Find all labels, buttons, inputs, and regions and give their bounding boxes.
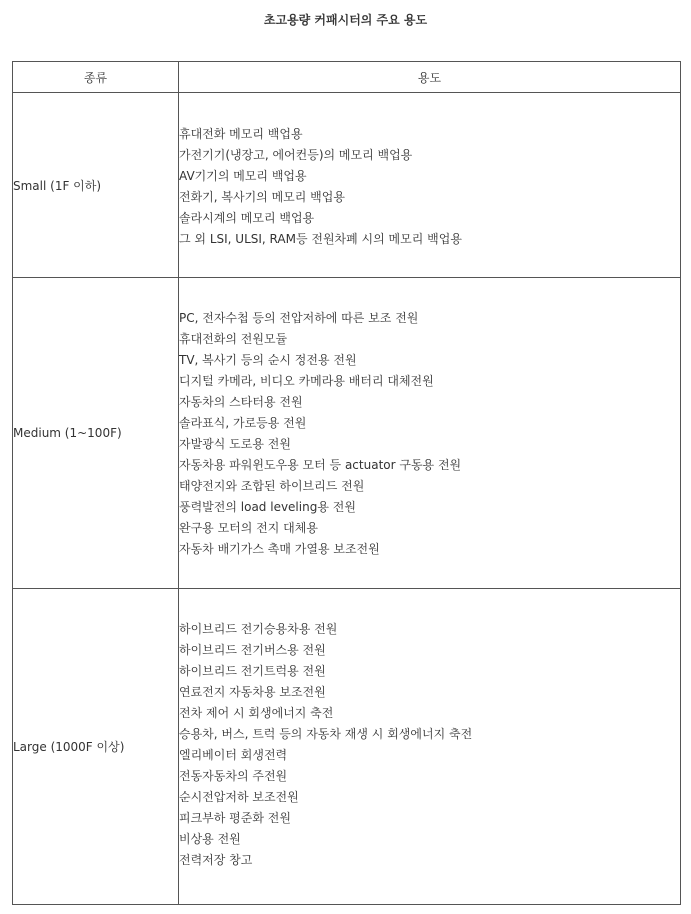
usage-cell-medium: [179, 278, 681, 589]
table-header-row: [13, 62, 681, 93]
table-row-small: [13, 93, 681, 278]
usage-item: 엘리베이터 회생전력: [179, 748, 288, 762]
usage-item: TV, 복사기 등의 순시 정전용 전원: [179, 353, 357, 367]
usage-item: 피크부하 평준화 전원: [179, 811, 291, 825]
usage-item: 휴대전화의 전원모듈: [179, 332, 288, 346]
header-usage: 용도: [179, 62, 681, 93]
usage-item: 그 외 LSI, ULSI, RAM등 전원차폐 시의 메모리 백업용: [179, 232, 462, 246]
type-cell-large: Large (1000F 이상): [13, 589, 179, 905]
usage-cell-small: [179, 93, 681, 278]
usage-item: 디지털 카메라, 비디오 카메라용 배터리 대체전원: [179, 374, 434, 388]
usage-item: AV기기의 메모리 백업용: [179, 169, 307, 183]
usage-item: 전동자동차의 주전원: [179, 769, 288, 783]
usage-list-small: [179, 93, 680, 250]
usage-item: 연료전지 자동차용 보조전원: [179, 685, 326, 699]
usage-item: PC, 전자수첩 등의 전압저하에 따른 보조 전원: [179, 311, 419, 325]
usage-item: 하이브리드 전기버스용 전원: [179, 643, 326, 657]
usage-item: 솔라표식, 가로등용 전원: [179, 416, 307, 430]
usage-item: 솔라시계의 메모리 백업용: [179, 211, 315, 225]
usage-item: 하이브리드 전기트럭용 전원: [179, 664, 326, 678]
table-row-large: [13, 589, 681, 905]
type-cell-medium: Medium (1~100F): [13, 278, 179, 589]
usage-item: 순시전압저하 보조전원: [179, 790, 299, 804]
usage-item: 전차 제어 시 회생에너지 축전: [179, 706, 334, 720]
usage-item: 승용차, 버스, 트럭 등의 자동차 재생 시 회생에너지 축전: [179, 727, 473, 741]
usage-item: 자동차의 스타터용 전원: [179, 395, 303, 409]
usage-item: 하이브리드 전기승용차용 전원: [179, 622, 338, 636]
usage-item: 자동차 배기가스 촉매 가열용 보조전원: [179, 542, 380, 556]
usage-item: 풍력발전의 load leveling용 전원: [179, 500, 356, 514]
usage-list-large: [179, 589, 680, 871]
header-type: 종류: [13, 62, 179, 93]
type-cell-small: Small (1F 이하): [13, 93, 179, 278]
document-title: 초고용량 커패시터의 주요 용도: [263, 13, 428, 27]
usage-item: 가전기기(냉장고, 에어컨등)의 메모리 백업용: [179, 148, 413, 162]
usage-item: 자동차용 파워윈도우용 모터 등 actuator 구동용 전원: [179, 458, 462, 472]
usage-item: 비상용 전원: [179, 832, 241, 846]
usage-item: 완구용 모터의 전지 대체용: [179, 521, 318, 535]
usage-item: 전화기, 복사기의 메모리 백업용: [179, 190, 345, 204]
usage-item: 자발광식 도로용 전원: [179, 437, 291, 451]
capacitor-usage-table: [12, 61, 681, 905]
usage-item: 휴대전화 메모리 백업용: [179, 127, 303, 141]
usage-cell-large: [179, 589, 681, 905]
usage-item: 전력저장 창고: [179, 853, 253, 867]
usage-item: 태양전지와 조합된 하이브리드 전원: [179, 479, 365, 493]
usage-list-medium: [179, 278, 680, 560]
table-row-medium: [13, 278, 681, 589]
